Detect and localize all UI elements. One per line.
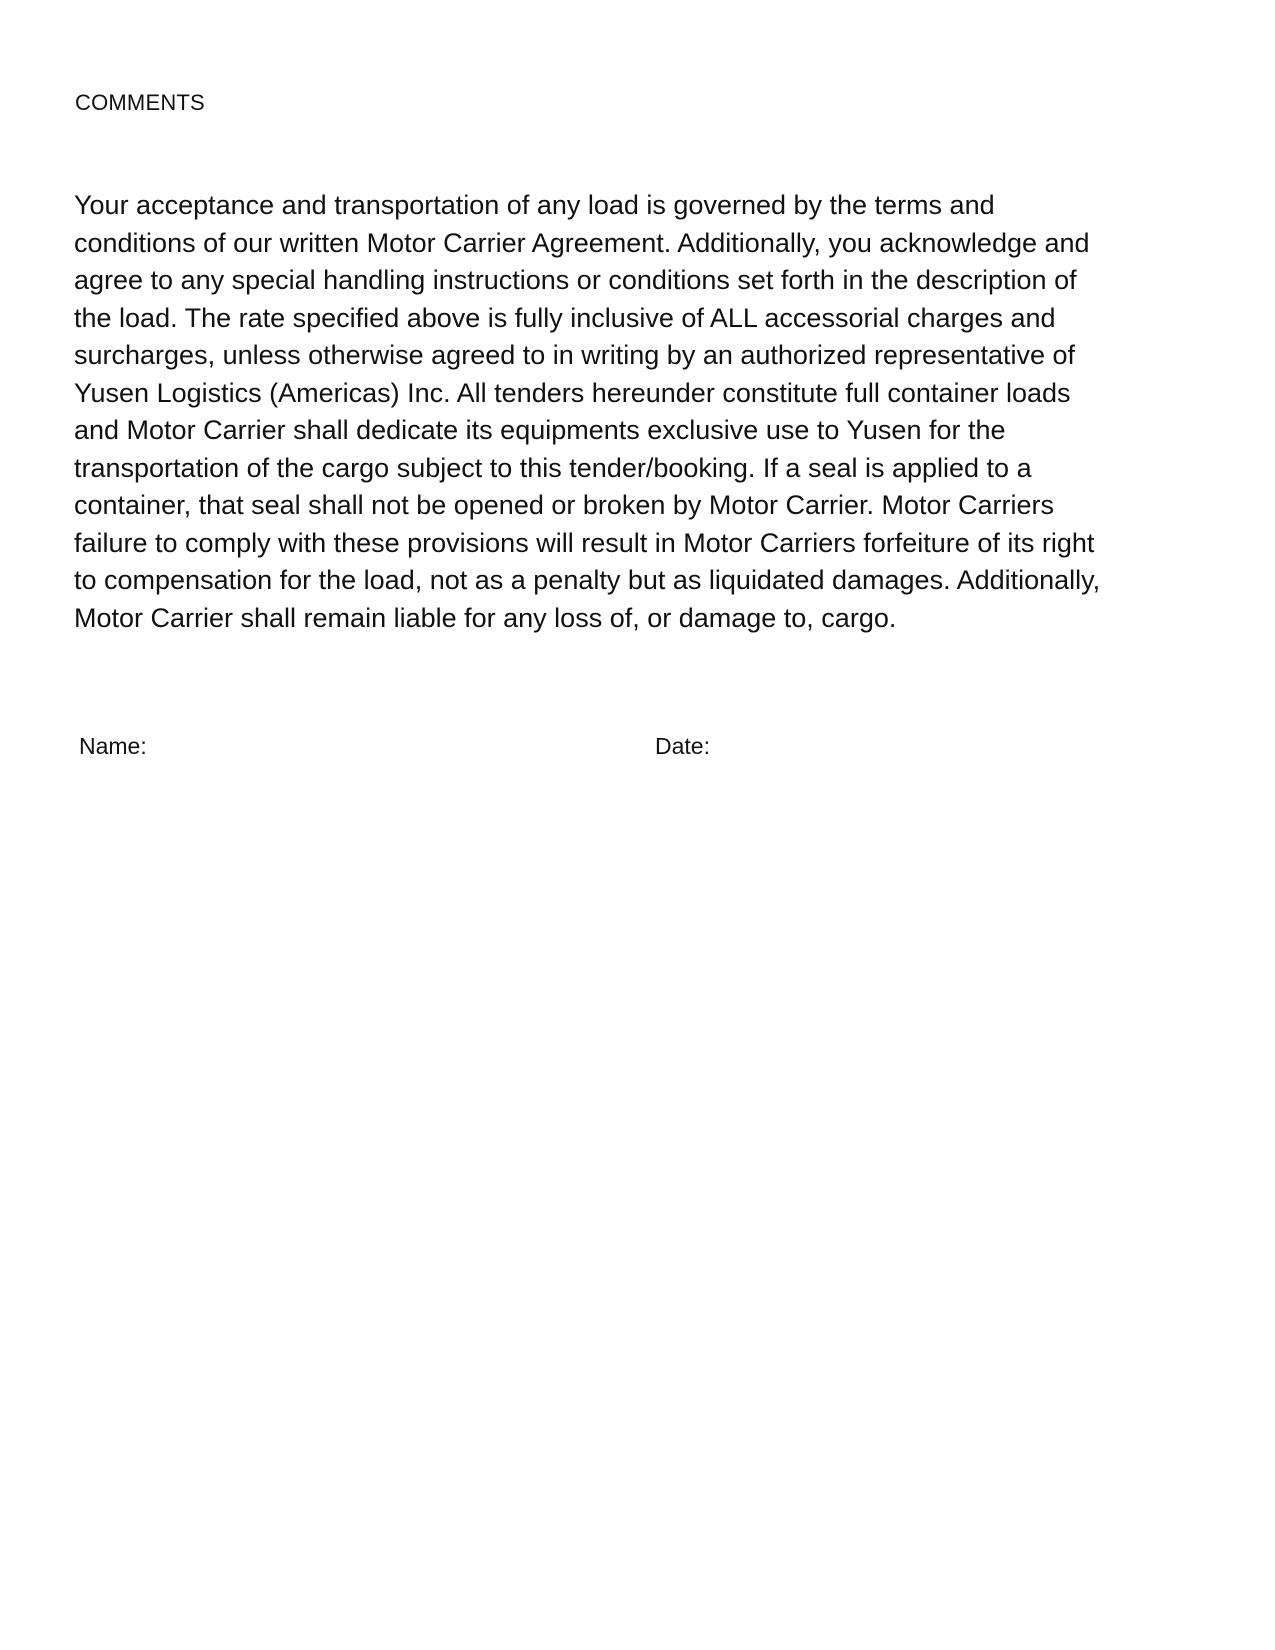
terms-line: and Motor Carrier shall dedicate its equipments exclusive use to Yusen for the bbox=[74, 415, 1006, 445]
terms-line: failure to comply with these provisions will result in Motor Carriers forfeiture of its right bbox=[74, 527, 1095, 558]
date-label: Date: bbox=[655, 733, 710, 759]
terms-line: conditions of our written Motor Carrier Agreement. Additionally, you acknowledge and bbox=[74, 227, 1090, 258]
comments-heading: COMMENTS bbox=[75, 90, 205, 115]
terms-line: surcharges, unless otherwise agreed to in writing by an authorized representative of bbox=[74, 340, 1076, 370]
terms-line: transportation of the cargo subject to this tender/booking. If a seal is applied to a bbox=[74, 452, 1032, 483]
name-label: Name: bbox=[79, 733, 147, 759]
terms-line: agree to any special handling instructions or conditions set forth in the description of bbox=[74, 265, 1077, 295]
terms-line: container, that seal shall not be opened or broken by Motor Carrier. Motor Carriers bbox=[74, 490, 1054, 520]
terms-paragraph bbox=[74, 187, 1100, 637]
terms-line: Motor Carrier shall remain liable for any loss of, or damage to, cargo. bbox=[74, 602, 897, 633]
terms-line: to compensation for the load, not as a penalty but as liquidated damages. Additionally, bbox=[74, 565, 1101, 595]
terms-line: Your acceptance and transportation of any load is governed by the terms and bbox=[74, 190, 995, 220]
terms-line: Yusen Logistics (Americas) Inc. All tenders hereunder constitute full container loads bbox=[74, 377, 1071, 408]
terms-line: the load. The rate specified above is fully inclusive of ALL accessorial charges and bbox=[74, 302, 1056, 333]
